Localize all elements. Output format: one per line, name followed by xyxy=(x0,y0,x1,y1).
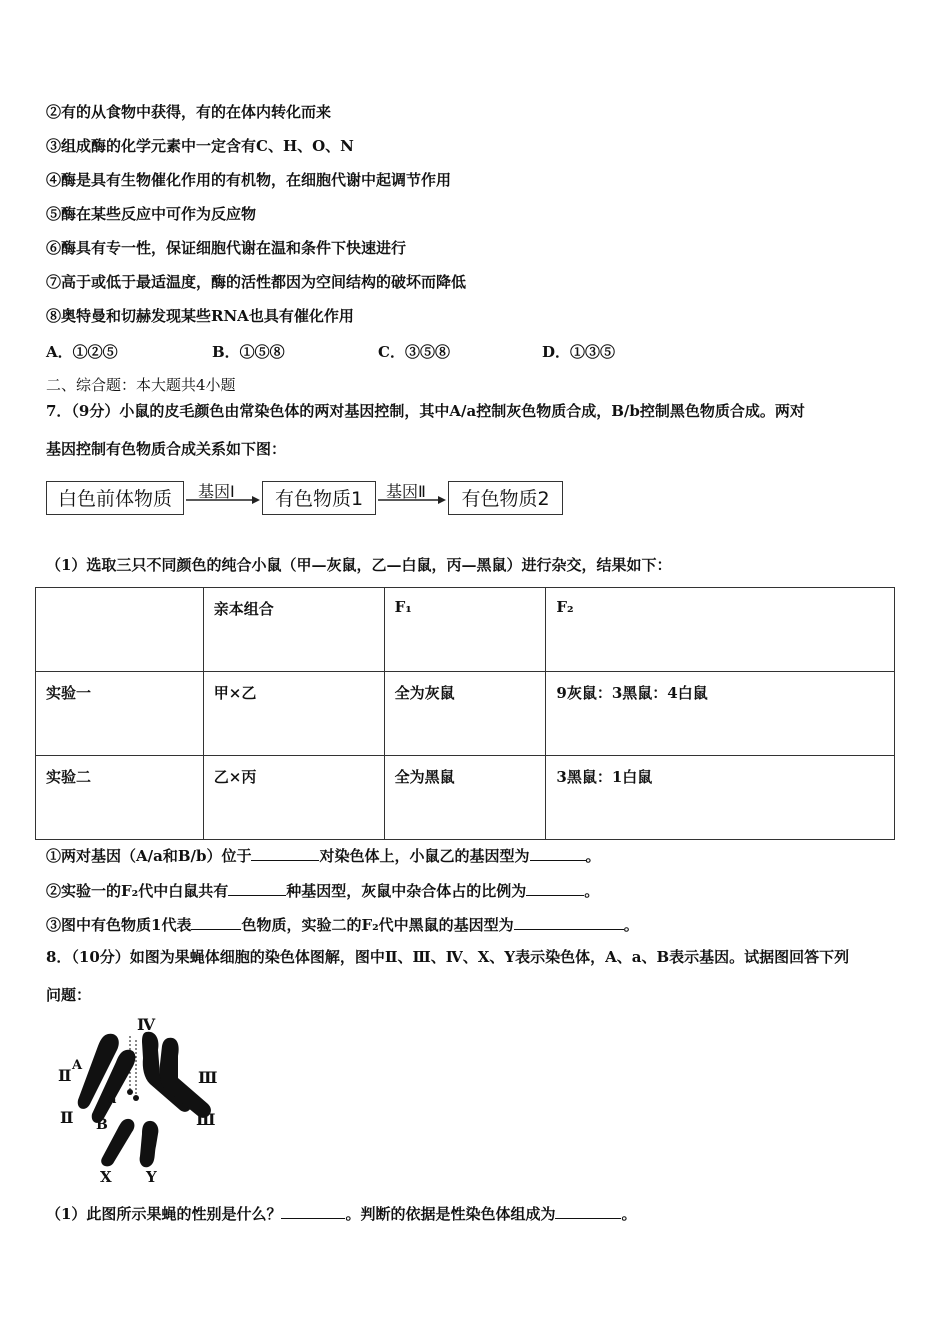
statement-8: ⑧奥特曼和切赫发现某些RNA也具有催化作用 xyxy=(46,307,354,325)
answer-blank[interactable] xyxy=(530,846,586,861)
q8-sub1-text-a: （1）此图所示果蝇的性别是什么？ xyxy=(46,1205,282,1223)
label-gene-b: B xyxy=(96,1117,108,1133)
pathway-box-precursor: 白色前体物质 xyxy=(46,481,184,515)
label-chromosome-y: Y xyxy=(146,1168,157,1186)
table-cell: 甲×乙 xyxy=(203,672,384,756)
option-c[interactable]: C．③⑤⑧ xyxy=(378,343,450,361)
label-gene-a-lower: a xyxy=(108,1092,117,1107)
period: 。 xyxy=(623,916,639,934)
q8-stem-line1: 8．（10分）如图为果蝇体细胞的染色体图解，图中Ⅱ、Ⅲ、Ⅳ、X、Y表示染色体，A、a、B表示基因。试据图回答下列 xyxy=(46,948,850,966)
answer-blank[interactable] xyxy=(555,1204,621,1219)
answer-blank[interactable] xyxy=(514,915,624,930)
q7-stem-line1: 7．（9分）小鼠的皮毛颜色由常染色体的两对基因控制，其中A/a控制灰色物质合成，B/b控制黑色物质合成。两对 xyxy=(46,402,805,420)
q7-question-2 xyxy=(46,880,599,901)
label-chromosome-iii-top: Ⅲ xyxy=(198,1068,218,1087)
q8-stem-line2: 问题： xyxy=(46,986,92,1004)
option-d[interactable]: D．①③⑤ xyxy=(542,343,616,361)
option-a[interactable]: A．①②⑤ xyxy=(46,343,118,361)
section-title: 二、综合题：本大题共4小题 xyxy=(46,376,236,394)
q7-question-1-text-b: 对染色体上，小鼠乙的基因型为 xyxy=(319,847,530,865)
statement-6: ⑥酶具有专一性，保证细胞代谢在温和条件下快速进行 xyxy=(46,239,407,257)
label-gene-a-upper: A xyxy=(72,1058,83,1073)
table-header-row xyxy=(36,588,895,672)
answer-blank[interactable] xyxy=(228,881,286,896)
table-cell: 9灰鼠：3黑鼠：4白鼠 xyxy=(546,672,895,756)
label-chromosome-iii-bottom: Ⅲ xyxy=(196,1110,216,1129)
q7-question-2-text-b: 种基因型，灰鼠中杂合体占的比例为 xyxy=(286,882,527,900)
statement-5: ⑤酶在某些反应中可作为反应物 xyxy=(46,205,257,223)
statement-7: ⑦高于或低于最适温度，酶的活性都因为空间结构的破坏而降低 xyxy=(46,273,467,291)
pathway-arrow-2 xyxy=(376,494,448,506)
q8-sub1 xyxy=(46,1203,636,1224)
q7-question-3 xyxy=(46,914,639,935)
chromosome-diagram xyxy=(46,1012,226,1192)
label-chromosome-ii-top: Ⅱ xyxy=(58,1066,72,1085)
answer-blank[interactable] xyxy=(281,1204,345,1219)
statement-2: ②有的从食物中获得，有的在体内转化而来 xyxy=(46,103,332,121)
q7-question-3-text-a: ③图中有色物质1代表 xyxy=(46,916,192,934)
pathway-gene-1: 基因Ⅰ xyxy=(198,482,235,501)
label-chromosome-ii-bottom: Ⅱ xyxy=(60,1108,74,1127)
period: 。 xyxy=(584,882,600,900)
chromosome-iv-dot xyxy=(127,1089,133,1095)
answer-blank[interactable] xyxy=(191,915,241,930)
table-header-cell: 亲本组合 xyxy=(203,588,384,672)
q7-stem-line2: 基因控制有色物质合成关系如下图： xyxy=(46,440,287,458)
q7-question-2-text-a: ②实验一的F₂代中白鼠共有 xyxy=(46,882,229,900)
pathway-box-colored-2: 有色物质2 xyxy=(448,481,563,515)
q7-question-1 xyxy=(46,845,601,866)
q7-sub1-intro: （1）选取三只不同颜色的纯合小鼠（甲—灰鼠，乙—白鼠，丙—黑鼠）进行杂交，结果如下： xyxy=(46,556,672,574)
chromosome-iv-dot xyxy=(133,1095,139,1101)
option-b[interactable]: B．①⑤⑧ xyxy=(212,343,285,361)
table-cell: 实验二 xyxy=(36,756,204,840)
q7-question-3-text-b: 色物质，实验二的F₂代中黑鼠的基因型为 xyxy=(241,916,514,934)
results-table xyxy=(35,587,895,840)
answer-blank[interactable] xyxy=(526,881,584,896)
statement-3: ③组成酶的化学元素中一定含有C、H、O、N xyxy=(46,137,354,155)
table-row xyxy=(36,756,895,840)
table-cell: 实验一 xyxy=(36,672,204,756)
q7-question-1-text-a: ①两对基因（A/a和B/b）位于 xyxy=(46,847,252,865)
label-chromosome-iv: Ⅳ xyxy=(137,1015,156,1034)
statement-4: ④酶是具有生物催化作用的有机物，在细胞代谢中起调节作用 xyxy=(46,171,452,189)
period: 。 xyxy=(621,1205,637,1223)
chromosome-y xyxy=(140,1121,159,1167)
pathway-box-colored-1: 有色物质1 xyxy=(262,481,376,515)
table-cell: 全为灰鼠 xyxy=(384,672,546,756)
answer-blank[interactable] xyxy=(251,846,319,861)
table-cell: 乙×丙 xyxy=(203,756,384,840)
pathway-gene-2: 基因Ⅱ xyxy=(386,482,426,501)
table-cell: 3黑鼠：1白鼠 xyxy=(546,756,895,840)
table-header-cell: F₂ xyxy=(546,588,895,672)
period: 。 xyxy=(585,847,601,865)
table-header-cell xyxy=(36,588,204,672)
table-row xyxy=(36,672,895,756)
label-chromosome-x: X xyxy=(100,1168,112,1186)
table-cell: 全为黑鼠 xyxy=(384,756,546,840)
pathway-arrow-1 xyxy=(184,494,262,506)
table-header-cell: F₁ xyxy=(384,588,546,672)
q8-sub1-text-b: 。判断的依据是性染色体组成为 xyxy=(345,1205,556,1223)
